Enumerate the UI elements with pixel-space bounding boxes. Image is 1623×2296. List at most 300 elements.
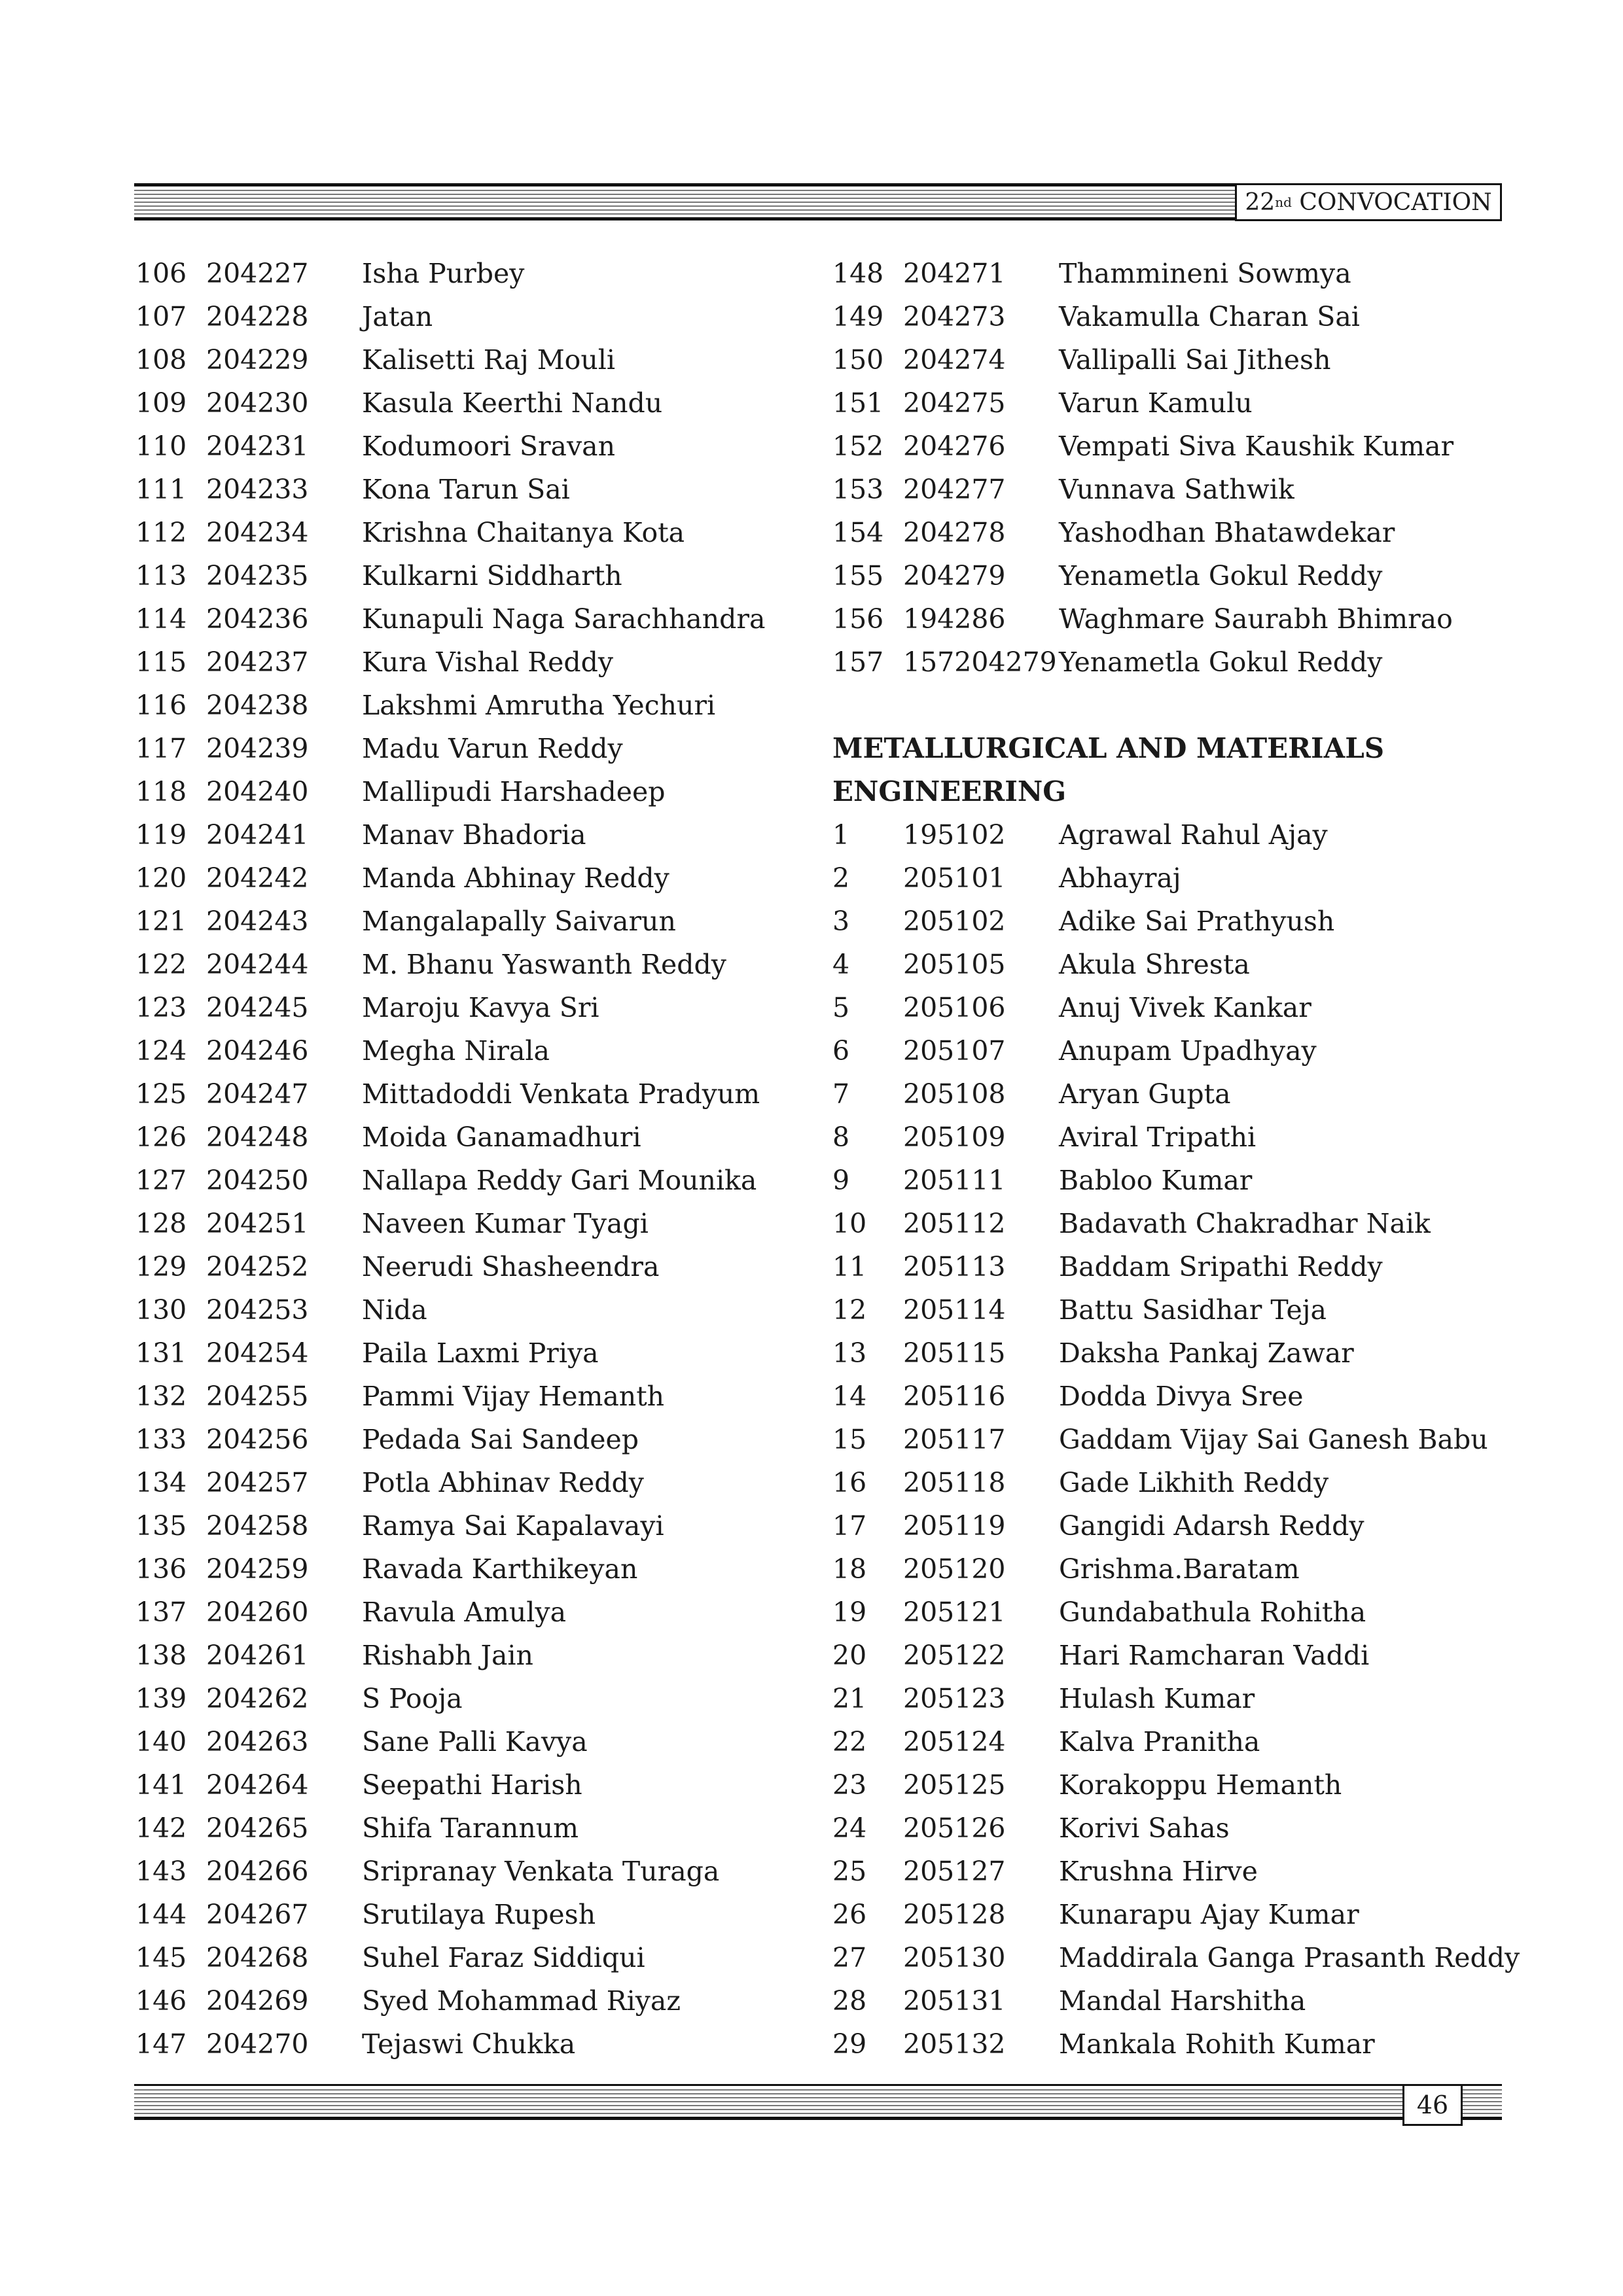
student-name: Aryan Gupta <box>1059 1078 1231 1110</box>
roll-number: 204256 <box>206 1424 309 1455</box>
roll-number: 204241 <box>206 819 309 851</box>
roll-number: 204252 <box>206 1251 309 1282</box>
student-name: Potla Abhinav Reddy <box>362 1467 644 1498</box>
serial-number: 142 <box>135 1812 187 1844</box>
serial-number: 133 <box>135 1424 187 1455</box>
student-name: Vallipalli Sai Jithesh <box>1059 344 1331 376</box>
roll-number: 204262 <box>206 1683 309 1714</box>
page-number: 46 <box>1402 2084 1463 2126</box>
roll-number: 204233 <box>206 474 309 505</box>
serial-number: 110 <box>135 431 187 462</box>
serial-number: 144 <box>135 1899 187 1930</box>
roll-number: 204257 <box>206 1467 309 1498</box>
roll-number: 205122 <box>903 1640 1006 1671</box>
student-name: Vunnava Sathwik <box>1059 474 1294 505</box>
serial-number: 22 <box>832 1726 867 1757</box>
serial-number: 106 <box>135 258 187 289</box>
student-name: Pammi Vijay Hemanth <box>362 1381 665 1412</box>
list-row <box>832 1936 1520 1979</box>
student-name: Nida <box>362 1294 427 1326</box>
student-name: Naveen Kumar Tyagi <box>362 1208 649 1239</box>
list-row <box>832 1979 1384 2022</box>
serial-number: 3 <box>832 906 850 937</box>
serial-number: 137 <box>135 1597 187 1628</box>
list-row <box>832 1375 1384 1418</box>
serial-number: 24 <box>832 1812 867 1844</box>
serial-number: 111 <box>135 474 187 505</box>
serial-number: 28 <box>832 1985 867 2017</box>
roll-number: 205120 <box>903 1553 1006 1585</box>
student-name: Kona Tarun Sai <box>362 474 570 505</box>
header-rule-top <box>134 183 1235 186</box>
serial-number: 152 <box>832 431 884 462</box>
roll-number: 205101 <box>903 862 1006 894</box>
list-row <box>832 1461 1384 1504</box>
student-name: Mangalapally Saivarun <box>362 906 676 937</box>
student-name: Krushna Hirve <box>1059 1856 1258 1887</box>
roll-number: 204265 <box>206 1812 309 1844</box>
student-name: Mittadoddi Venkata Pradyum <box>362 1078 760 1110</box>
roll-number: 204276 <box>903 431 1006 462</box>
serial-number: 16 <box>832 1467 867 1498</box>
list-row <box>832 425 1454 468</box>
serial-number: 11 <box>832 1251 867 1282</box>
roll-number: 204279 <box>903 560 1006 592</box>
serial-number: 146 <box>135 1985 187 2017</box>
roll-number: 205125 <box>903 1769 1006 1801</box>
student-name: Sripranay Venkata Turaga <box>362 1856 720 1887</box>
student-name: Waghmare Saurabh Bhimrao <box>1059 603 1453 635</box>
roll-number: 204261 <box>206 1640 309 1671</box>
student-name: Kunarapu Ajay Kumar <box>1059 1899 1359 1930</box>
roll-number: 204264 <box>206 1769 309 1801</box>
serial-number: 8 <box>832 1122 850 1153</box>
roll-number: 204271 <box>903 258 1006 289</box>
serial-number: 14 <box>832 1381 867 1412</box>
serial-number: 136 <box>135 1553 187 1585</box>
section-gap <box>832 684 1384 727</box>
roll-number: 205128 <box>903 1899 1006 1930</box>
roll-number: 205113 <box>903 1251 1006 1282</box>
list-row <box>832 295 1384 338</box>
serial-number: 112 <box>135 517 187 548</box>
serial-number: 115 <box>135 646 187 678</box>
student-name: Korakoppu Hemanth <box>1059 1769 1342 1801</box>
roll-number: 204268 <box>206 1942 309 1973</box>
student-name: Mallipudi Harshadeep <box>362 776 666 807</box>
serial-number: 130 <box>135 1294 187 1326</box>
student-name: Varun Kamulu <box>1059 387 1253 419</box>
student-name: Shifa Tarannum <box>362 1812 579 1844</box>
student-name: M. Bhanu Yaswanth Reddy <box>362 949 726 980</box>
student-name: Rishabh Jain <box>362 1640 533 1671</box>
serial-number: 10 <box>832 1208 867 1239</box>
serial-number: 123 <box>135 992 187 1023</box>
list-row <box>832 252 1384 295</box>
student-name: Maddirala Ganga Prasanth Reddy <box>1059 1942 1520 1973</box>
student-name: Kalva Pranitha <box>1059 1726 1260 1757</box>
student-name: Maroju Kavya Sri <box>362 992 599 1023</box>
serial-number: 116 <box>135 690 187 721</box>
student-name: Krishna Chaitanya Kota <box>362 517 685 548</box>
roll-number: 205130 <box>903 1942 1006 1973</box>
roll-number: 204237 <box>206 646 309 678</box>
student-name: Yenametla Gokul Reddy <box>1059 646 1383 678</box>
student-name: Babloo Kumar <box>1059 1165 1253 1196</box>
roll-number: 204242 <box>206 862 309 894</box>
roll-number: 205114 <box>903 1294 1006 1326</box>
roll-number: 204278 <box>903 517 1006 548</box>
student-name: Vakamulla Charan Sai <box>1059 301 1360 332</box>
serial-number: 143 <box>135 1856 187 1887</box>
list-row <box>832 1202 1431 1245</box>
serial-number: 148 <box>832 258 884 289</box>
list-row <box>832 511 1395 554</box>
student-name: Grishma.Baratam <box>1059 1553 1300 1585</box>
serial-number: 5 <box>832 992 850 1023</box>
roll-number: 205107 <box>903 1035 1006 1067</box>
roll-number: 204259 <box>206 1553 309 1585</box>
serial-number: 157 <box>832 646 884 678</box>
list-row <box>832 1763 1384 1807</box>
roll-number: 205117 <box>903 1424 1006 1455</box>
roll-number: 204234 <box>206 517 309 548</box>
roll-number: 205108 <box>903 1078 1006 1110</box>
roll-number: 204229 <box>206 344 309 376</box>
footer-rule <box>134 2084 1502 2130</box>
header-rule-bottom <box>134 217 1235 221</box>
roll-number: 205102 <box>903 906 1006 937</box>
list-row <box>832 900 1384 943</box>
roll-number: 205121 <box>903 1597 1006 1628</box>
student-name: Gaddam Vijay Sai Ganesh Babu <box>1059 1424 1488 1455</box>
roll-number: 204273 <box>903 301 1006 332</box>
list-row <box>832 1418 1488 1461</box>
student-name: Kasula Keerthi Nandu <box>362 387 663 419</box>
roll-number: 205106 <box>903 992 1006 1023</box>
list-row <box>832 813 1384 857</box>
list-row <box>832 1893 1384 1936</box>
section-title-line1: METALLURGICAL AND MATERIALS <box>832 732 1385 764</box>
serial-number: 29 <box>832 2028 867 2060</box>
student-name: Madu Varun Reddy <box>362 733 623 764</box>
list-row <box>832 468 1384 511</box>
list-row <box>832 597 1453 641</box>
student-name: Abhayraj <box>1059 862 1181 894</box>
roll-number: 205109 <box>903 1122 1006 1153</box>
student-name: Kodumoori Sravan <box>362 431 615 462</box>
student-name: Gangidi Adarsh Reddy <box>1059 1510 1364 1542</box>
roll-number: 205116 <box>903 1381 1006 1412</box>
roll-number: 204274 <box>903 344 1006 376</box>
student-name: Ramya Sai Kapalavayi <box>362 1510 664 1542</box>
roll-number: 204231 <box>206 431 309 462</box>
list-row <box>832 381 1384 425</box>
student-name: Vempati Siva Kaushik Kumar <box>1059 431 1454 462</box>
list-row <box>832 554 1384 597</box>
roll-number: 204243 <box>206 906 309 937</box>
serial-number: 128 <box>135 1208 187 1239</box>
student-name: Gade Likhith Reddy <box>1059 1467 1329 1498</box>
student-name: Battu Sasidhar Teja <box>1059 1294 1327 1326</box>
student-name: Korivi Sahas <box>1059 1812 1230 1844</box>
convocation-number: 22 <box>1245 188 1275 216</box>
student-name: Neerudi Shasheendra <box>362 1251 660 1282</box>
serial-number: 9 <box>832 1165 850 1196</box>
serial-number: 109 <box>135 387 187 419</box>
student-name: Akula Shresta <box>1059 949 1250 980</box>
student-name: Nallapa Reddy Gari Mounika <box>362 1165 757 1196</box>
list-row <box>832 1332 1384 1375</box>
roll-number: 205105 <box>903 949 1006 980</box>
list-row <box>832 986 1384 1029</box>
serial-number: 145 <box>135 1942 187 1973</box>
list-row <box>832 641 1384 684</box>
student-name: S Pooja <box>362 1683 463 1714</box>
student-name: Ravula Amulya <box>362 1597 567 1628</box>
student-name: Yashodhan Bhatawdekar <box>1059 517 1395 548</box>
serial-number: 113 <box>135 560 187 592</box>
list-row <box>832 1720 1384 1763</box>
serial-number: 138 <box>135 1640 187 1671</box>
serial-number: 7 <box>832 1078 850 1110</box>
list-row <box>832 1591 1384 1634</box>
student-name: Seepathi Harish <box>362 1769 582 1801</box>
serial-number: 15 <box>832 1424 867 1455</box>
roll-number: 204258 <box>206 1510 309 1542</box>
roll-number: 204267 <box>206 1899 309 1930</box>
footer-rule-bottom <box>134 2117 1502 2120</box>
student-name: Kulkarni Siddharth <box>362 560 622 592</box>
serial-number: 118 <box>135 776 187 807</box>
serial-number: 151 <box>832 387 884 419</box>
roll-number: 205111 <box>903 1165 1006 1196</box>
serial-number: 25 <box>832 1856 867 1887</box>
roll-number: 204250 <box>206 1165 309 1196</box>
roll-number: 204254 <box>206 1337 309 1369</box>
student-name: Pedada Sai Sandeep <box>362 1424 639 1455</box>
student-name: Aviral Tripathi <box>1059 1122 1257 1153</box>
student-name: Manda Abhinay Reddy <box>362 862 669 894</box>
list-row <box>832 1116 1384 1159</box>
section-title-line2: ENGINEERING <box>832 775 1067 807</box>
list-row <box>832 1547 1384 1591</box>
list-row <box>832 943 1384 986</box>
roll-number: 204246 <box>206 1035 309 1067</box>
serial-number: 124 <box>135 1035 187 1067</box>
serial-number: 127 <box>135 1165 187 1196</box>
roll-number: 205126 <box>903 1812 1006 1844</box>
serial-number: 26 <box>832 1899 867 1930</box>
serial-number: 154 <box>832 517 884 548</box>
roll-number: 205118 <box>903 1467 1006 1498</box>
serial-number: 122 <box>135 949 187 980</box>
footer-rule-top <box>134 2084 1502 2086</box>
student-name: Manav Bhadoria <box>362 819 586 851</box>
student-name: Yenametla Gokul Reddy <box>1059 560 1383 592</box>
list-row <box>832 2022 1384 2066</box>
roll-number: 205112 <box>903 1208 1006 1239</box>
list-row <box>832 1504 1384 1547</box>
roll-number: 205124 <box>903 1726 1006 1757</box>
roll-number: 205132 <box>903 2028 1006 2060</box>
serial-number: 140 <box>135 1726 187 1757</box>
roll-number: 195102 <box>903 819 1006 851</box>
student-name: Mankala Rohith Kumar <box>1059 2028 1375 2060</box>
serial-number: 6 <box>832 1035 850 1067</box>
roll-number: 204247 <box>206 1078 309 1110</box>
student-name: Badavath Chakradhar Naik <box>1059 1208 1431 1239</box>
student-name: Isha Purbey <box>362 258 525 289</box>
roll-number: 204240 <box>206 776 309 807</box>
serial-number: 4 <box>832 949 850 980</box>
student-name: Kalisetti Raj Mouli <box>362 344 615 376</box>
student-name: Kunapuli Naga Sarachhandra <box>362 603 766 635</box>
header-hatch <box>134 190 1235 216</box>
student-name: Baddam Sripathi Reddy <box>1059 1251 1383 1282</box>
serial-number: 21 <box>832 1683 867 1714</box>
serial-number: 117 <box>135 733 187 764</box>
serial-number: 135 <box>135 1510 187 1542</box>
serial-number: 107 <box>135 301 187 332</box>
student-name: Hari Ramcharan Vaddi <box>1059 1640 1370 1671</box>
roll-number: 204270 <box>206 2028 309 2060</box>
student-name: Lakshmi Amrutha Yechuri <box>362 690 716 721</box>
roll-number: 204253 <box>206 1294 309 1326</box>
serial-number: 150 <box>832 344 884 376</box>
serial-number: 12 <box>832 1294 867 1326</box>
right-column-bottom-list <box>832 813 1520 2066</box>
serial-number: 1 <box>832 819 850 851</box>
student-name: Syed Mohammad Riyaz <box>362 1985 681 2017</box>
serial-number: 149 <box>832 301 884 332</box>
student-name: Agrawal Rahul Ajay <box>1059 819 1328 851</box>
student-name: Jatan <box>362 301 433 332</box>
serial-number: 156 <box>832 603 884 635</box>
list-row <box>832 1807 1384 1850</box>
serial-number: 139 <box>135 1683 187 1714</box>
roll-number: 205119 <box>903 1510 1006 1542</box>
serial-number: 27 <box>832 1942 867 1973</box>
student-name: Srutilaya Rupesh <box>362 1899 596 1930</box>
roll-number: 194286 <box>903 603 1006 635</box>
serial-number: 153 <box>832 474 884 505</box>
roll-number: 204230 <box>206 387 309 419</box>
serial-number: 13 <box>832 1337 867 1369</box>
serial-number: 18 <box>832 1553 867 1585</box>
header-rule <box>134 183 1502 226</box>
list-row <box>832 1634 1384 1677</box>
list-row <box>832 1677 1384 1720</box>
list-row <box>832 1288 1384 1332</box>
student-name: Paila Laxmi Priya <box>362 1337 599 1369</box>
convocation-label: 22 nd CONVOCATION <box>1235 183 1502 221</box>
list-row <box>832 857 1384 900</box>
roll-number: 205123 <box>903 1683 1006 1714</box>
student-name: Sane Palli Kavya <box>362 1726 588 1757</box>
convocation-text: CONVOCATION <box>1291 188 1492 216</box>
serial-number: 129 <box>135 1251 187 1282</box>
roll-number: 204275 <box>903 387 1006 419</box>
roll-number: 204236 <box>206 603 309 635</box>
serial-number: 141 <box>135 1769 187 1801</box>
serial-number: 114 <box>135 603 187 635</box>
roll-number: 204248 <box>206 1122 309 1153</box>
list-row <box>832 1072 1384 1116</box>
roll-number: 204251 <box>206 1208 309 1239</box>
student-name: Thammineni Sowmya <box>1059 258 1351 289</box>
student-name: Megha Nirala <box>362 1035 550 1067</box>
serial-number: 19 <box>832 1597 867 1628</box>
serial-number: 126 <box>135 1122 187 1153</box>
roll-number: 204260 <box>206 1597 309 1628</box>
serial-number: 17 <box>832 1510 867 1542</box>
roll-number: 205131 <box>903 1985 1006 2017</box>
right-column <box>832 252 1520 2066</box>
serial-number: 125 <box>135 1078 187 1110</box>
student-name: Gundabathula Rohitha <box>1059 1597 1366 1628</box>
list-row <box>832 1850 1384 1893</box>
student-name: Hulash Kumar <box>1059 1683 1255 1714</box>
student-name: Tejaswi Chukka <box>362 2028 576 2060</box>
roll-number: 204277 <box>903 474 1006 505</box>
serial-number: 147 <box>135 2028 187 2060</box>
serial-number: 134 <box>135 1467 187 1498</box>
serial-number: 131 <box>135 1337 187 1369</box>
serial-number: 121 <box>135 906 187 937</box>
roll-number: 204244 <box>206 949 309 980</box>
serial-number: 155 <box>832 560 884 592</box>
student-name: Anuj Vivek Kankar <box>1059 992 1311 1023</box>
student-name: Dodda Divya Sree <box>1059 1381 1304 1412</box>
student-name: Kura Vishal Reddy <box>362 646 614 678</box>
list-row <box>832 1159 1384 1202</box>
student-name: Ravada Karthikeyan <box>362 1553 638 1585</box>
roll-number: 204238 <box>206 690 309 721</box>
footer-hatch <box>134 2089 1502 2114</box>
serial-number: 119 <box>135 819 187 851</box>
serial-number: 2 <box>832 862 850 894</box>
roll-number: 204235 <box>206 560 309 592</box>
roll-number: 204227 <box>206 258 309 289</box>
right-column-top-list <box>832 252 1454 684</box>
roll-number: 157204279 <box>903 646 1057 678</box>
student-name: Adike Sai Prathyush <box>1059 906 1335 937</box>
serial-number: 132 <box>135 1381 187 1412</box>
roll-number: 204239 <box>206 733 309 764</box>
list-row <box>832 338 1384 381</box>
roll-number: 205115 <box>903 1337 1006 1369</box>
serial-number: 23 <box>832 1769 867 1801</box>
student-name: Daksha Pankaj Zawar <box>1059 1337 1354 1369</box>
student-name: Anupam Upadhyay <box>1059 1035 1317 1067</box>
list-row <box>832 1029 1384 1072</box>
student-name: Moida Ganamadhuri <box>362 1122 641 1153</box>
roll-number: 204245 <box>206 992 309 1023</box>
student-name: Mandal Harshitha <box>1059 1985 1306 2017</box>
serial-number: 120 <box>135 862 187 894</box>
roll-number: 204255 <box>206 1381 309 1412</box>
roll-number: 204269 <box>206 1985 309 2017</box>
serial-number: 108 <box>135 344 187 376</box>
student-name: Suhel Faraz Siddiqui <box>362 1942 645 1973</box>
roll-number: 204228 <box>206 301 309 332</box>
serial-number: 20 <box>832 1640 867 1671</box>
roll-number: 204263 <box>206 1726 309 1757</box>
list-row <box>832 1245 1384 1288</box>
roll-number: 204266 <box>206 1856 309 1887</box>
roll-number: 205127 <box>903 1856 1006 1887</box>
